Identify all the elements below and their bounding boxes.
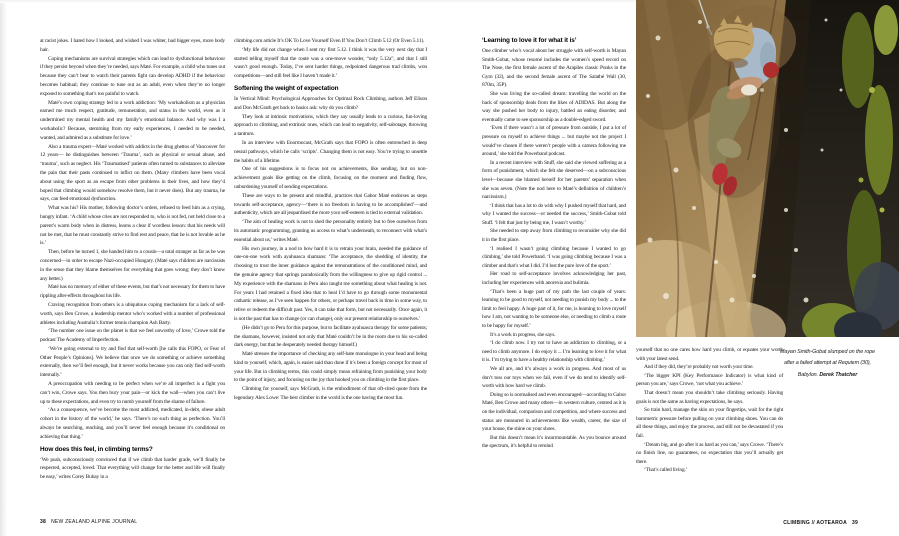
body-paragraph: ‘We push, subconsciously convinced that if we climb that harder grade, we’ll finally be respected, accepted, loved. That everything will change for the better and life will finally be easy,’ writes Corey Buhay in a [40,456,225,481]
section-heading: Softening the weight of expectation [234,84,339,92]
body-paragraph: at racist jokes. I hated how I looked, and wished I was whiter, had bigger eyes, more body hair. [40,38,225,53]
body-paragraph: Her road to self-acceptance involves acknowledging her past, including her experiences with anorexia and bulimia. [482,271,626,287]
body-paragraph: ‘Dream big, and go after it as hard as you can,’ says Crowe. ‘There’s no finish line, no guarantees, no expectation that you’ll actually get there. [636,441,783,465]
body-paragraph: Climbing for yourself, says McGrath, is the embodiment of that oft-cited quote from the legendary Alex Lowe: The best climber in the world is the one having the most fun. [234,386,427,402]
body-paragraph: ‘The bigger KPI (Key Performance Indicator) is what kind of person you are,’ says Crowe, ‘not what you achieve.’ [636,372,783,388]
body-paragraph: She needed to step away from climbing to reconsider why she did it in the first place. [482,228,626,244]
body-paragraph: In Vertical Mind: Psychological Approaches for Optimal Rock Climbing, authors Jeff Elison and Don McGrath get back to basics ask: why do you climb? [234,95,427,111]
body-paragraph: ‘My life did not change when I sent my first 5.12. I think it was the very next day that I started telling myself that the route was a one-move wonder, “only 5.12a”, and that I still wasn’t good enough. Today, I’ve sent harder things, redpointed dangerous trad climbs, won competitions—and still feel like I haven’t made it.’ [234,46,427,80]
text-column-2 [234,37,427,403]
caption-credit: Derek Thatcher [819,371,858,378]
text-column-3 [482,37,626,451]
body-paragraph: We all are, and it’s always a work in progress. And most of us don’t toss our toys when we fail, even if we do tend to identify self-worth with how hard we climb. [482,365,626,390]
section-heading: ‘Learning to love it for what it is’ [482,37,577,44]
body-paragraph: What was his? His mother, following doctor’s orders, refused to feed him as a crying, hungry infant. ‘A child whose cries are not responded to, who is not fed, not held close to a parent’s warm body when in distress, learns a clear if wordless lesson: that his needs will not be met, that he must constantly strive to find rest and peace, that he is not lovable as he is.’ [40,205,225,247]
body-paragraph: ‘I realised I wasn’t going climbing because I wanted to go climbing,’ she told Powerband. ‘I was going climbing because I was a climber and that’s what I did. I’d lost the pure love of the sport.’ [482,245,626,269]
text-column-4 [636,346,783,475]
body-paragraph: ‘As a consequence, we’ve become the most addicted, medicated, in-debt, obese adult cohort in the history of the world,’ he says. ‘There’s no such thing as perfection. You’ll always be searching, reaching, and you’ll never feel enough because it’s conditional on achieving that thing.’ [40,407,225,440]
body-paragraph: One of his suggestions is to focus not on achievements, like sending, but on non-achievement goals like getting on the climb, focusing on the moment and finding flow, unburdening yourself of sending expectations. [234,166,427,190]
body-paragraph: ‘That’s been a huge part of my path the last couple of years: learning to be good to myself, not needing to punish my body ... to the limit to feel happy. A huge part of it, for me, is learning to love myself how I am, not wanting to be someone else, or needing to climb a route to be happy for myself.’ [482,288,626,329]
body-paragraph: His own journey, in a nod to how hard it is to retrain your brain, needed the guidance of one-on-one work with ayahuasca shamans: ‘The acceptance, the shedding of identity, the choosing to trust the inner guidance against the remonstrations of the conditioned mind, and the genuine agency that springs paradoxically from the willingness to give up rigid control ... My experience with the shamans in Peru also taught me something about what healing is not. For years I had retained a fixed idea that to heal I’d have to go through some monumental cathartic release, as I’ve seen happen for others, or perhaps travel back in time in some way, to relive or redeem the difficult past. Yes, it can take that form, but not necessarily. Once again, it is not the past that has to change (or can change), only our present relationship to ourselves.’ [234,245,427,322]
text-column-1 [40,37,225,482]
climber-photo-art [636,0,899,337]
body-paragraph: Also a trauma expert—Maté worked with addicts in the drug ghettos of Vancouver for 12 years— he distinguishes between ‘Trauma’, such as physical or sexual abuse, and ‘trauma’, such as neglect. His ‘Traumatised’ patients often turned to substances to alleviate the pain that their pasts continued to inflict on them. (Many climbers have been vocal about using the sport as an escape from other problems in their lives, and how they’d hoped that climbing would somehow resolve them, but it never does). But any trauma, he says, can feed emotional dysfunction. [40,143,225,203]
left-page-number: 38 [40,519,47,525]
body-paragraph: Craving recognition from others is a ubiquitous coping mechanism for a lack of self-worth, says Ben Crowe, a leadership mentor who’s worked with a number of professional athletes including Australia’s former tennis champion Ash Barty. [40,301,225,326]
body-paragraph: ‘I do climb now. I try not to have an addiction to climbing, or a need to climb anymore. I do enjoy it ... I’m learning to love it for what it is. I’m trying to have a healthy relationship with climbing.’ [482,340,626,364]
body-paragraph: It’s a work in progress, she says. [490,331,556,338]
chalked-hands [741,85,757,96]
caption-text: Mayan Smith-Gobat slumped on the rope after a failed attempt at Requiem (30), Babylon. [780,349,875,378]
body-paragraph: ‘We’re going external to try and find that self-worth [he calls this FOPO, or Fear of Other People’s Opinions]. We believe that once we do something or achieve something externally, then we’ll feel enough, but it never works because you can only find self-worth internally.’ [40,345,225,379]
body-paragraph: So train hard, manage the skin on your fingertips, wait for the right barometric pressure before pulling on your climbing shoes. You can do all these things, and enjoy the process, and still not be devastated if you fail. [636,407,783,439]
section-heading: How does this feel, in climbing terms? [40,445,153,453]
body-paragraph: Coping mechanisms are survival strategies which can lead to dysfunctional behaviour if they persist beyond when they’re needed, says Maté. For example, a child who tunes out because they can’t bear to watch their parents fight can develop ADHD if the behaviour becomes habitual; they continue to tune out as an adult, even when they’re no longer exposed to something that’s too painful to watch. [40,55,225,97]
body-paragraph: One climber who’s vocal about her struggle with self-worth is Mayan Smith-Gobat, whose resumé includes the women’s speed record on The Nose, the first female ascent of the Arapiles classic Punks in the Gym (32), and the second female ascent of The Salathé Wall (30, 870m, 35P). [482,48,626,89]
body-paragraph: ‘The number one issue on the planet is that we feel unworthy of love,’ Crowe told the podcast The Academy of Imperfection. [40,328,225,344]
body-paragraph: In a recent interview with Stuff, she said she viewed suffering as a form of punishment, which she felt she deserved—on a subconscious level—because she blamed herself for her parents’ separation when she was seven. (Note the nod here to Maté’s definition of children’s narcissism.) [482,159,626,201]
left-page-footer [40,519,137,525]
right-page-footer [636,520,858,526]
climber-photo [636,0,899,337]
body-paragraph: She was living the so-called dream: travelling the world on the back of sponsorship deals from the likes of ADIDAS. But along the way she pushed her body to injury, battled an eating disorder, and eventually came to see sponsorship as a double-edged sword. [482,90,626,123]
journal-title: NEW ZEALAND ALPINE JOURNAL [51,519,138,525]
body-paragraph: A preoccupation with needing to be perfect when we’re all imperfect is a fight you can’t win, Crowe says. You then bury your pain—or kick the wall—when you can’t live up to these expectations, and even try to numb yourself from the shame of failure. [40,381,225,405]
photo-caption [780,347,875,381]
body-paragraph: They look at intrinsic motivations, which they say usually leads to a curious, fun-loving approach to climbing, and extrinsic ones, which can lead to negativity, self-sabotage, throwing a tantrum. [234,113,427,138]
right-page-number: 39 [851,520,858,526]
body-paragraph: ‘The aim of healing work is not to shed the personality entirely but to free ourselves from its automatic programming, granting us access to what’s underneath, to reconnect with what’s essential about us,’ writes Maté. [234,219,427,243]
body-paragraph: Maté’s own coping strategy led to a work addiction: ‘My workaholism as a physician earned me much respect, gratitude, remuneration, and status in the world, even as it undermined my mental health and my family’s emotional balance. And why was I a workaholic? Because, stemming from my early experiences, I needed to be needed, wanted, and admired as a substitute for love.’ [40,99,225,141]
body-paragraph: ‘Even if there wasn’t a lot of pressure from outside, I put a lot of pressure on myself to achieve things ... but maybe not the project I would’ve chosen if there weren’t people with a camera following me around,’ she told the Powerband podcast. [482,125,626,158]
body-paragraph: Maté has no memory of either of these events, but that’s not necessary for them to have rippling after-effects throughout his life. [40,284,225,300]
body-paragraph: Maté stresses the importance of checking any self-hate monologue in your head and being kind to yourself, which, again, is easier said than done if it’s been a foreign concept for most of your life. But in climbing terms, this could simply mean refraining from punishing your body to the point of injury, and focusing on the joy that hooked you on climbing in the first place. [234,351,427,384]
body-paragraph: climbing.com article It’s OK To Love Yourself Even If You Don’t Climb 5.12 (Or Even 5.11). [234,38,425,44]
body-paragraph: These are ways to be present and mindful, practices that Gabor Maté endorses as steps towards self-acceptance, agency—‘there is no freedom in having to be accomplished’—and authenticity, which are all jeopardised the more your self-esteem is tied to external validation. [234,192,427,217]
section-title: CLIMBING // AOTEAROA [783,520,847,526]
body-paragraph: yourself that no one cares how hard you climb, or equates your worth with your latest send. [636,347,783,362]
body-paragraph: Doing so is normalised and even encouraged—according to Gabor Maté, Ben Crowe and many others—in western culture, centred as it is on the individual, comparison and competition, and where success and status are measured in achievements like wealth, career, the size of your house, the shine on your shoes. [482,391,626,433]
body-paragraph: ‘I think that has a lot to do with why I pushed myself that hard, and why I wanted the success—or needed the success,’ Smith-Gobat told Stuff. ‘I felt that just by being me, I wasn’t worthy.’ [482,202,626,226]
body-paragraph: In an interview with Enormocast, McGrath says that FOPO is often entrenched in deep neural pathways, which he calls ‘scripts’. Changing them is not easy. You’re trying to unsettle the habits of a lifetime. [234,139,427,164]
body-paragraph: ‘That’s called living.’ [644,467,688,474]
body-paragraph: (He didn’t go to Peru for this purpose, but to facilitate ayahuasca therapy for some patients; the shamans, however, insisted not only that Maté couldn’t be in the room due to his so-called dark energy, but that he desperately needed therapy himself.) [234,324,427,349]
climber-armband [763,62,779,78]
body-paragraph: Then, before he turned 1, she handed him to a cousin—a total stranger as far as he was concerned—in order to escape Nazi-occupied Hungary. (Maté says children are narcissists in the sense that they blame themselves for everything that goes wrong; they don’t know any better.) [40,249,225,282]
body-paragraph: But this doesn’t mean it’s insurmountable. As you bounce around the spectrum, it’s helpful to remind [482,434,626,450]
page-edge-left [0,0,7,536]
body-paragraph: That doesn’t mean you shouldn’t take climbing seriously. Having goals is not the same as having expectations, he says. [636,389,783,405]
body-paragraph: And if they did, they’re probably not worth your time. [644,364,754,371]
